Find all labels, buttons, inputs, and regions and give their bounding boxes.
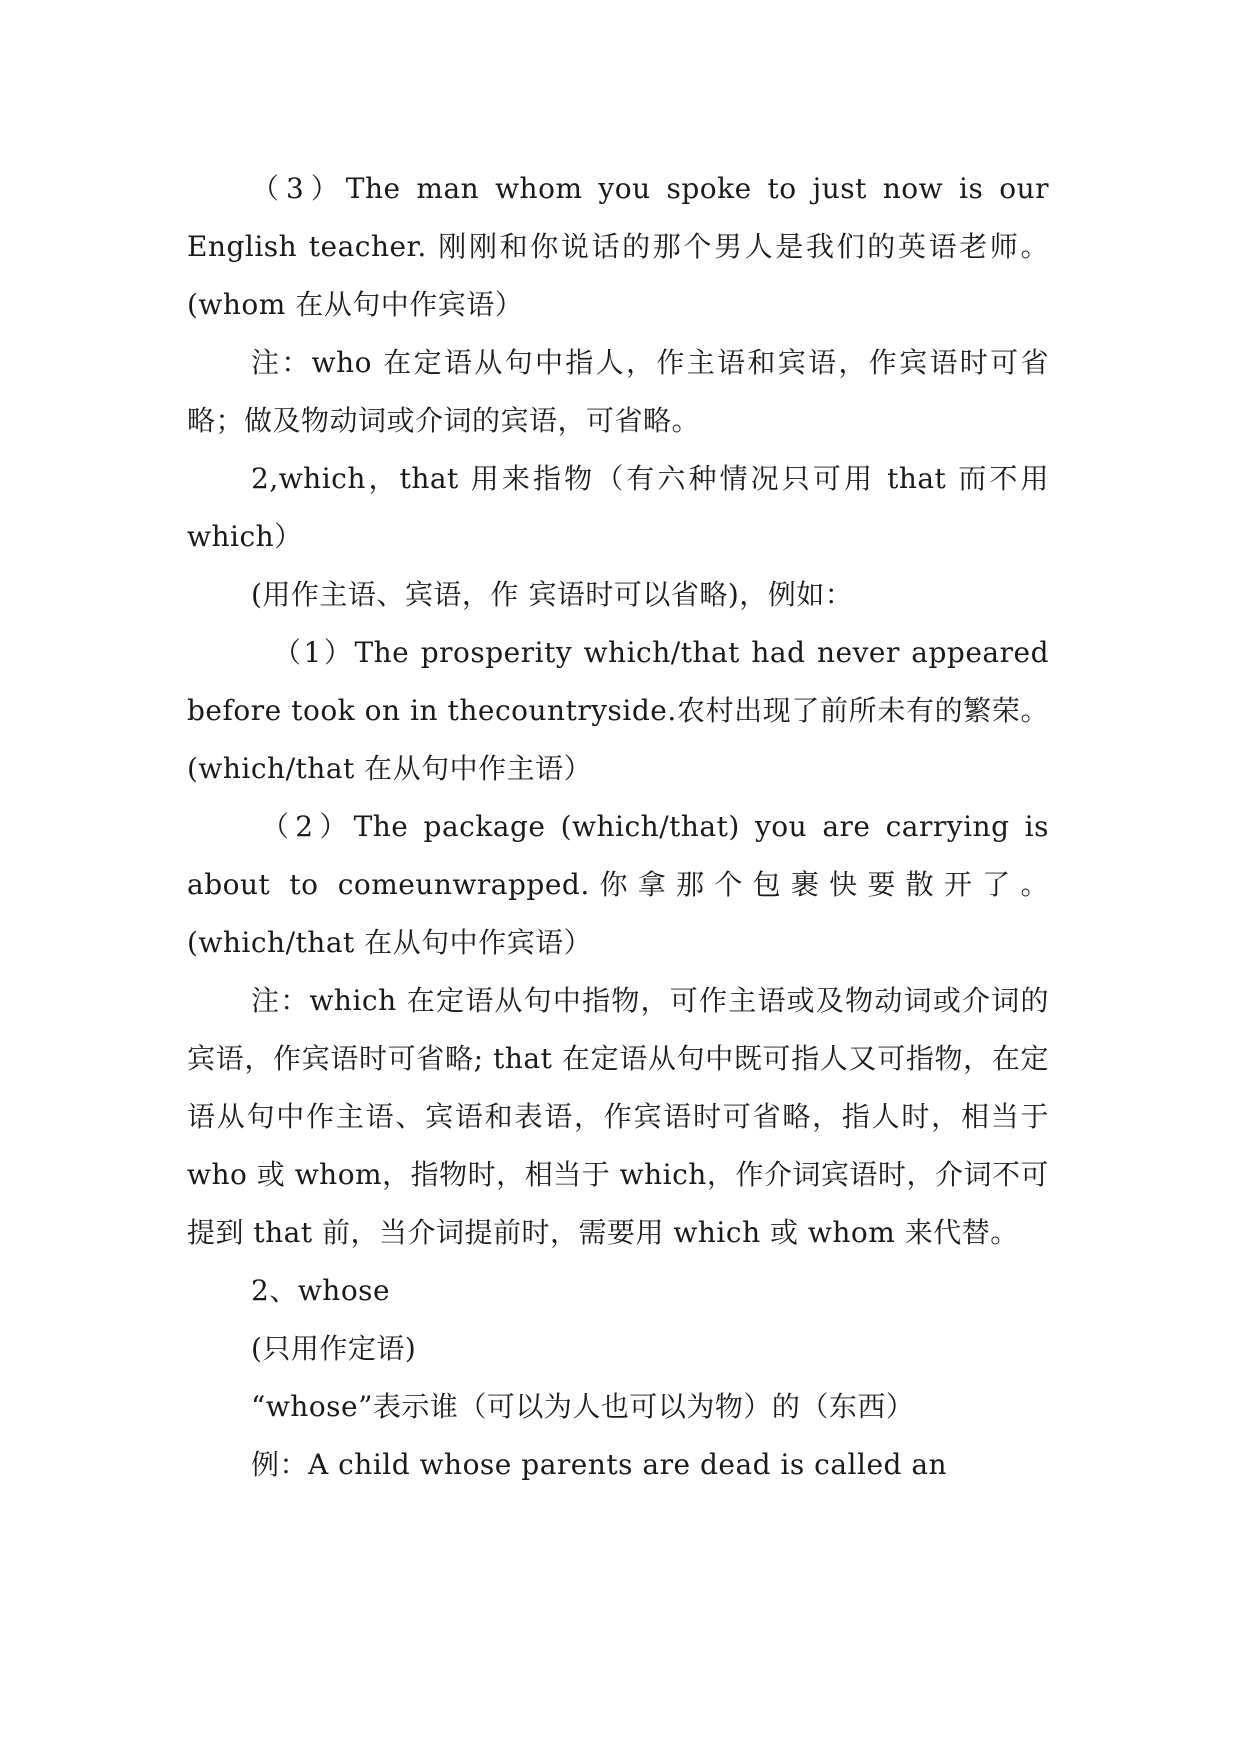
example-2-package: （2）The package (which/that) you are carrying is about to comeunwrapped.你拿那个包裹快要散开了。(which/that 在从句中作宾语） xyxy=(187,810,1049,959)
note-which-that: 注：which 在定语从句中指物，可作主语或及物动词或介词的宾语，作宾语时可省略; that 在定语从句中既可指人又可指物，在定语从句中作主语、宾语和表语，作宾语时可省略，指人时，相当于 who 或 whom，指物时，相当于 which，作介词宾语时，介词不可提到 that 前，当介词提前时，需要用 which 或 whom 来代替。 xyxy=(187,984,1049,1249)
document-body xyxy=(187,160,1049,1494)
whose-meaning: “whose”表示谁（可以为人也可以为物）的（东西） xyxy=(251,1390,915,1423)
example-3-whom: （3）The man whom you spoke to just now is our English teacher. 刚刚和你说话的那个男人是我们的英语老师。(whom 在从句中作宾语） xyxy=(187,172,1049,321)
example-1-prosperity: （1）The prosperity which/that had never appeared before took on in thecountryside.农村出现了前所未有的繁荣。(which/that 在从句中作主语） xyxy=(187,636,1049,785)
usage-which-that: (用作主语、宾语，作 宾语时可以省略)，例如： xyxy=(251,578,854,611)
section-which-that: 2,which，that 用来指物（有六种情况只可用 that 而不用 which） xyxy=(187,462,1049,553)
usage-whose: (只用作定语) xyxy=(251,1332,417,1365)
section-whose: 2、whose xyxy=(251,1274,391,1307)
example-whose: 例：A child whose parents are dead is called an xyxy=(251,1448,948,1481)
note-who: 注：who 在定语从句中指人，作主语和宾语，作宾语时可省略；做及物动词或介词的宾语，可省略。 xyxy=(187,346,1049,437)
